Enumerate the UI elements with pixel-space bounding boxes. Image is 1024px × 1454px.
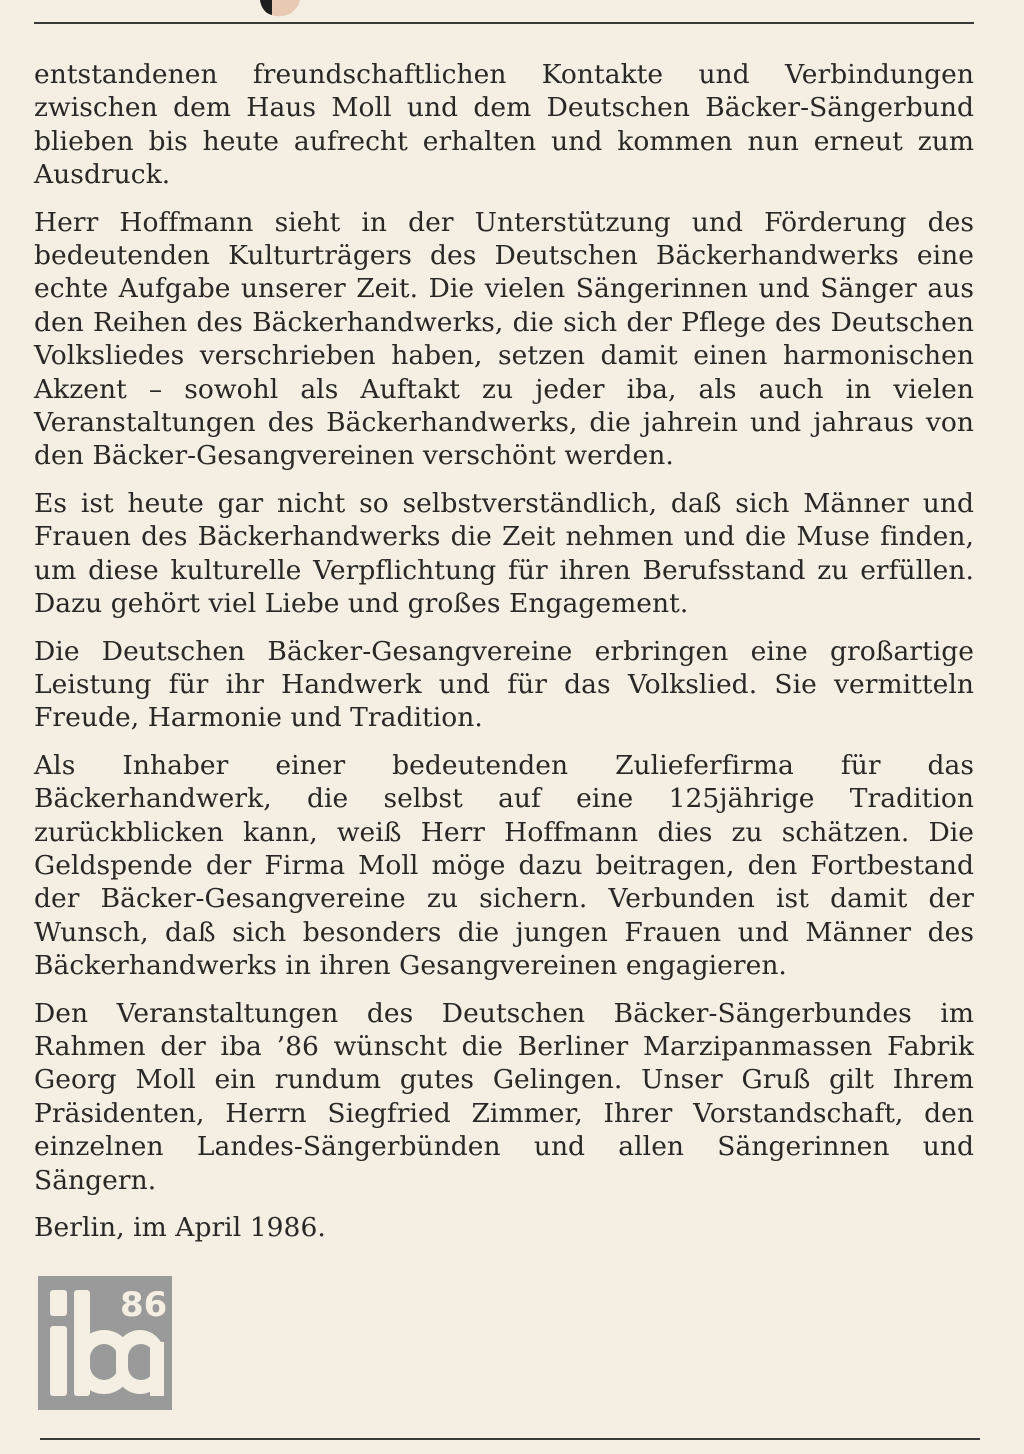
closing-date-line: Berlin, im April 1986. bbox=[34, 1212, 326, 1243]
cropped-image-fragment bbox=[258, 0, 302, 22]
iba-86-logo bbox=[38, 1276, 172, 1410]
logo-year-text: 86 bbox=[120, 1285, 168, 1325]
paragraph-5: Als Inhaber einer bedeutenden Zulieferfirma für das Bäckerhandwerk, die selbst auf eine 125jährige Tradition zurückblicken kann, weiß Herr Hoffmann dies zu schätzen. Die Geldspende der Firma Moll möge dazu beitragen, den Fortbestand der Bäcker-Gesangvereine zu sichern. Verbunden ist damit der Wunsch, daß sich besonders die jungen Frauen und Männer des Bäckerhandwerks in ihren Gesangvereinen engagieren. bbox=[34, 749, 974, 982]
paragraph-4: Die Deutschen Bäcker-Gesangvereine erbringen eine großartige Leistung für ihr Handwerk und für das Volkslied. Sie vermitteln Freude, Harmonie und Tradition. bbox=[34, 635, 974, 734]
footer-rule bbox=[40, 1438, 980, 1440]
header-rule bbox=[34, 22, 974, 24]
iba-86-logo-graphic bbox=[38, 1276, 172, 1410]
letter-body bbox=[34, 58, 974, 1258]
paragraph-6: Den Veranstaltungen des Deutschen Bäcker-Sängerbundes im Rahmen der iba ’86 wünscht die Berliner Marzipanmassen Fabrik Georg Moll ein rundum gutes Gelingen. Unser Gruß gilt Ihrem Präsidenten, Herrn Siegfried Zimmer, Ihrer Vorstandschaft, den einzelnen Landes-Sängerbünden und allen Sängerinnen und Sängern. bbox=[34, 997, 974, 1196]
paragraph-3: Es ist heute gar nicht so selbstverständlich, daß sich Männer und Frauen des Bäckerhandwerks die Zeit nehmen und die Muse finden, um diese kulturelle Verpflichtung für ihren Berufsstand zu erfüllen. Dazu gehört viel Liebe und großes Engagement. bbox=[34, 487, 974, 620]
paragraph-1: entstandenen freundschaftlichen Kontakte und Verbindungen zwischen dem Haus Moll und dem Deutschen Bäcker-Sängerbund blieben bis heute aufrecht erhalten und kommen nun erneut zum Ausdruck. bbox=[34, 59, 974, 191]
paragraph-2: Herr Hoffmann sieht in der Unterstützung und Förderung des bedeutenden Kulturträgers des Deutschen Bäckerhandwerks eine echte Aufgabe unserer Zeit. Die vielen Sängerinnen und Sänger aus den Reihen des Bäckerhandwerks, die sich der Pflege des Deutschen Volksliedes verschrieben haben, setzen damit einen harmonischen Akzent – sowohl als Auftakt zu jeder iba, als auch in vielen Veranstaltungen des Bäckerhandwerks, die jahrein und jahraus von den Bäcker-Gesangvereinen verschönt werden. bbox=[34, 206, 974, 472]
